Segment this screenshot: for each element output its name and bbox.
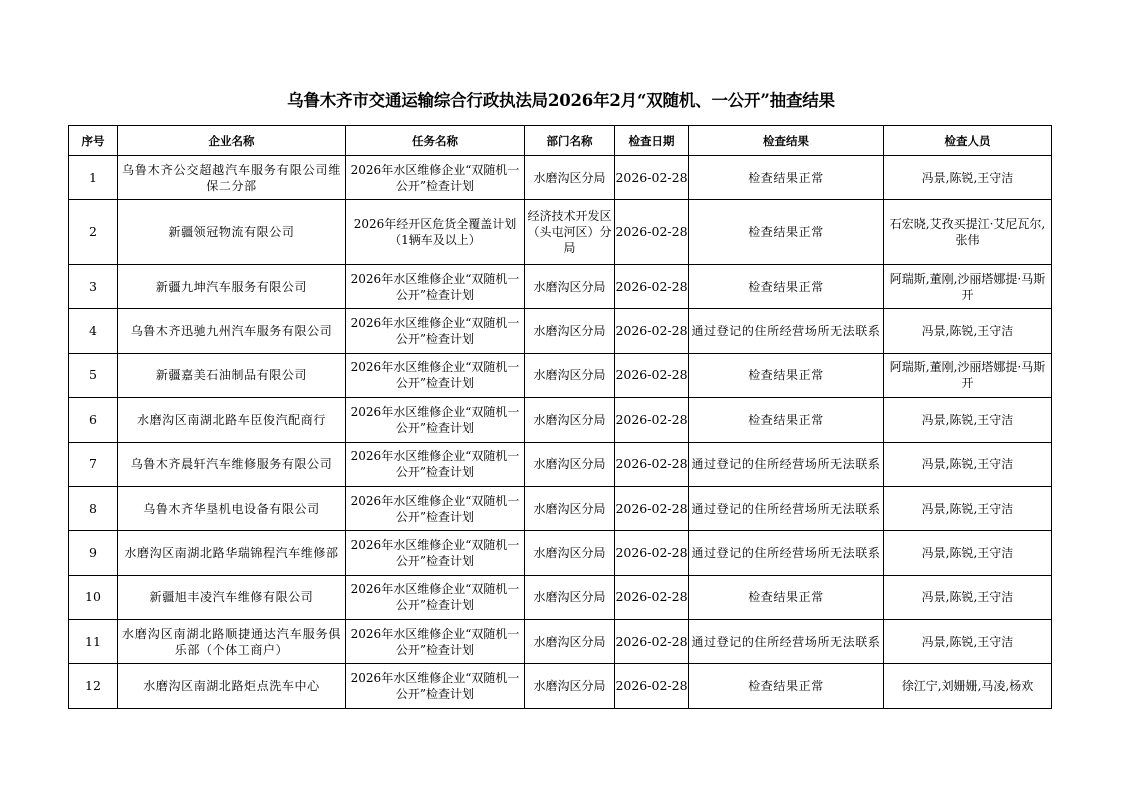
inspection-date: 2026-02-28 <box>615 200 689 265</box>
inspection-result: 检查结果正常 <box>689 353 884 397</box>
row-seq: 12 <box>69 664 118 709</box>
table-row <box>69 200 1052 265</box>
inspectors: 石宏晓,艾孜买提江·艾尼瓦尔,张伟 <box>884 200 1052 265</box>
table-row <box>69 309 1052 353</box>
inspection-result: 检查结果正常 <box>689 200 884 265</box>
column-header-company: 企业名称 <box>118 126 346 156</box>
company-name: 乌鲁木齐晨轩汽车维修服务有限公司 <box>118 442 346 486</box>
company-name: 新疆九坤汽车服务有限公司 <box>118 264 346 308</box>
table-row <box>69 442 1052 486</box>
table-row <box>69 156 1052 200</box>
inspection-date: 2026-02-28 <box>615 309 689 353</box>
table-row <box>69 531 1052 575</box>
column-header-result: 检查结果 <box>689 126 884 156</box>
table-row <box>69 353 1052 397</box>
task-name: 2026年水区维修企业“双随机一公开”检查计划 <box>346 398 525 442</box>
task-name: 2026年水区维修企业“双随机一公开”检查计划 <box>346 575 525 619</box>
inspection-date: 2026-02-28 <box>615 486 689 530</box>
inspection-result: 通过登记的住所经营场所无法联系 <box>689 442 884 486</box>
inspection-date: 2026-02-28 <box>615 575 689 619</box>
inspectors: 冯景,陈锐,王守洁 <box>884 486 1052 530</box>
inspectors: 冯景,陈锐,王守洁 <box>884 575 1052 619</box>
department-name: 水磨沟区分局 <box>525 309 615 353</box>
company-name: 新疆旭丰凌汽车维修有限公司 <box>118 575 346 619</box>
table-row <box>69 486 1052 530</box>
row-seq: 9 <box>69 531 118 575</box>
inspectors: 冯景,陈锐,王守洁 <box>884 156 1052 200</box>
task-name: 2026年水区维修企业“双随机一公开”检查计划 <box>346 531 525 575</box>
column-header-inspectors: 检查人员 <box>884 126 1052 156</box>
company-name: 乌鲁木齐公交超越汽车服务有限公司维保二分部 <box>118 156 346 200</box>
company-name: 新疆领冠物流有限公司 <box>118 200 346 265</box>
column-header-task: 任务名称 <box>346 126 525 156</box>
inspection-result: 通过登记的住所经营场所无法联系 <box>689 620 884 664</box>
company-name: 乌鲁木齐迅驰九州汽车服务有限公司 <box>118 309 346 353</box>
department-name: 水磨沟区分局 <box>525 575 615 619</box>
column-header-seq: 序号 <box>69 126 118 156</box>
inspection-date: 2026-02-28 <box>615 398 689 442</box>
row-seq: 1 <box>69 156 118 200</box>
company-name: 水磨沟区南湖北路顺捷通达汽车服务俱乐部（个体工商户） <box>118 620 346 664</box>
task-name: 2026年水区维修企业“双随机一公开”检查计划 <box>346 309 525 353</box>
task-name: 2026年水区维修企业“双随机一公开”检查计划 <box>346 664 525 709</box>
inspection-result: 通过登记的住所经营场所无法联系 <box>689 531 884 575</box>
inspectors: 徐江宁,刘姗姗,马凌,杨欢 <box>884 664 1052 709</box>
company-name: 水磨沟区南湖北路炬点洗车中心 <box>118 664 346 709</box>
task-name: 2026年水区维修企业“双随机一公开”检查计划 <box>346 353 525 397</box>
row-seq: 10 <box>69 575 118 619</box>
department-name: 水磨沟区分局 <box>525 264 615 308</box>
table-row <box>69 664 1052 709</box>
row-seq: 3 <box>69 264 118 308</box>
column-header-department: 部门名称 <box>525 126 615 156</box>
task-name: 2026年水区维修企业“双随机一公开”检查计划 <box>346 620 525 664</box>
department-name: 水磨沟区分局 <box>525 664 615 709</box>
department-name: 水磨沟区分局 <box>525 398 615 442</box>
inspection-date: 2026-02-28 <box>615 156 689 200</box>
inspectors: 冯景,陈锐,王守洁 <box>884 442 1052 486</box>
inspection-result: 检查结果正常 <box>689 664 884 709</box>
inspection-date: 2026-02-28 <box>615 353 689 397</box>
row-seq: 6 <box>69 398 118 442</box>
department-name: 水磨沟区分局 <box>525 156 615 200</box>
inspection-result: 检查结果正常 <box>689 575 884 619</box>
inspection-date: 2026-02-28 <box>615 531 689 575</box>
task-name: 2026年水区维修企业“双随机一公开”检查计划 <box>346 156 525 200</box>
inspectors: 冯景,陈锐,王守洁 <box>884 398 1052 442</box>
department-name: 水磨沟区分局 <box>525 442 615 486</box>
department-name: 经济技术开发区（头屯河区）分局 <box>525 200 615 265</box>
inspectors: 冯景,陈锐,王守洁 <box>884 309 1052 353</box>
department-name: 水磨沟区分局 <box>525 486 615 530</box>
inspection-date: 2026-02-28 <box>615 264 689 308</box>
inspectors: 阿瑞斯,董刚,沙丽塔娜提·马斯开 <box>884 353 1052 397</box>
inspection-result: 检查结果正常 <box>689 264 884 308</box>
row-seq: 7 <box>69 442 118 486</box>
task-name: 2026年水区维修企业“双随机一公开”检查计划 <box>346 486 525 530</box>
company-name: 水磨沟区南湖北路华瑞锦程汽车维修部 <box>118 531 346 575</box>
department-name: 水磨沟区分局 <box>525 531 615 575</box>
inspection-date: 2026-02-28 <box>615 664 689 709</box>
table-body <box>69 156 1052 709</box>
table-row <box>69 264 1052 308</box>
table-row <box>69 398 1052 442</box>
row-seq: 8 <box>69 486 118 530</box>
department-name: 水磨沟区分局 <box>525 620 615 664</box>
inspection-result: 检查结果正常 <box>689 398 884 442</box>
row-seq: 5 <box>69 353 118 397</box>
table-row <box>69 575 1052 619</box>
row-seq: 2 <box>69 200 118 265</box>
column-header-date: 检查日期 <box>615 126 689 156</box>
inspection-results-table <box>68 125 1052 709</box>
table-row <box>69 620 1052 664</box>
inspection-result: 检查结果正常 <box>689 156 884 200</box>
inspectors: 冯景,陈锐,王守洁 <box>884 531 1052 575</box>
page-title: 乌鲁木齐市交通运输综合行政执法局2026年2月“双随机、一公开”抽查结果 <box>287 91 835 110</box>
company-name: 乌鲁木齐华垦机电设备有限公司 <box>118 486 346 530</box>
inspection-result: 通过登记的住所经营场所无法联系 <box>689 486 884 530</box>
inspection-date: 2026-02-28 <box>615 442 689 486</box>
inspectors: 阿瑞斯,董刚,沙丽塔娜提·马斯开 <box>884 264 1052 308</box>
table-header-row <box>69 126 1052 156</box>
inspection-date: 2026-02-28 <box>615 620 689 664</box>
task-name: 2026年水区维修企业“双随机一公开”检查计划 <box>346 264 525 308</box>
task-name: 2026年经开区危货全覆盖计划（1辆车及以上） <box>346 200 525 265</box>
company-name: 水磨沟区南湖北路车臣俊汽配商行 <box>118 398 346 442</box>
department-name: 水磨沟区分局 <box>525 353 615 397</box>
inspectors: 冯景,陈锐,王守洁 <box>884 620 1052 664</box>
inspection-result: 通过登记的住所经营场所无法联系 <box>689 309 884 353</box>
row-seq: 4 <box>69 309 118 353</box>
row-seq: 11 <box>69 620 118 664</box>
company-name: 新疆嘉美石油制品有限公司 <box>118 353 346 397</box>
task-name: 2026年水区维修企业“双随机一公开”检查计划 <box>346 442 525 486</box>
